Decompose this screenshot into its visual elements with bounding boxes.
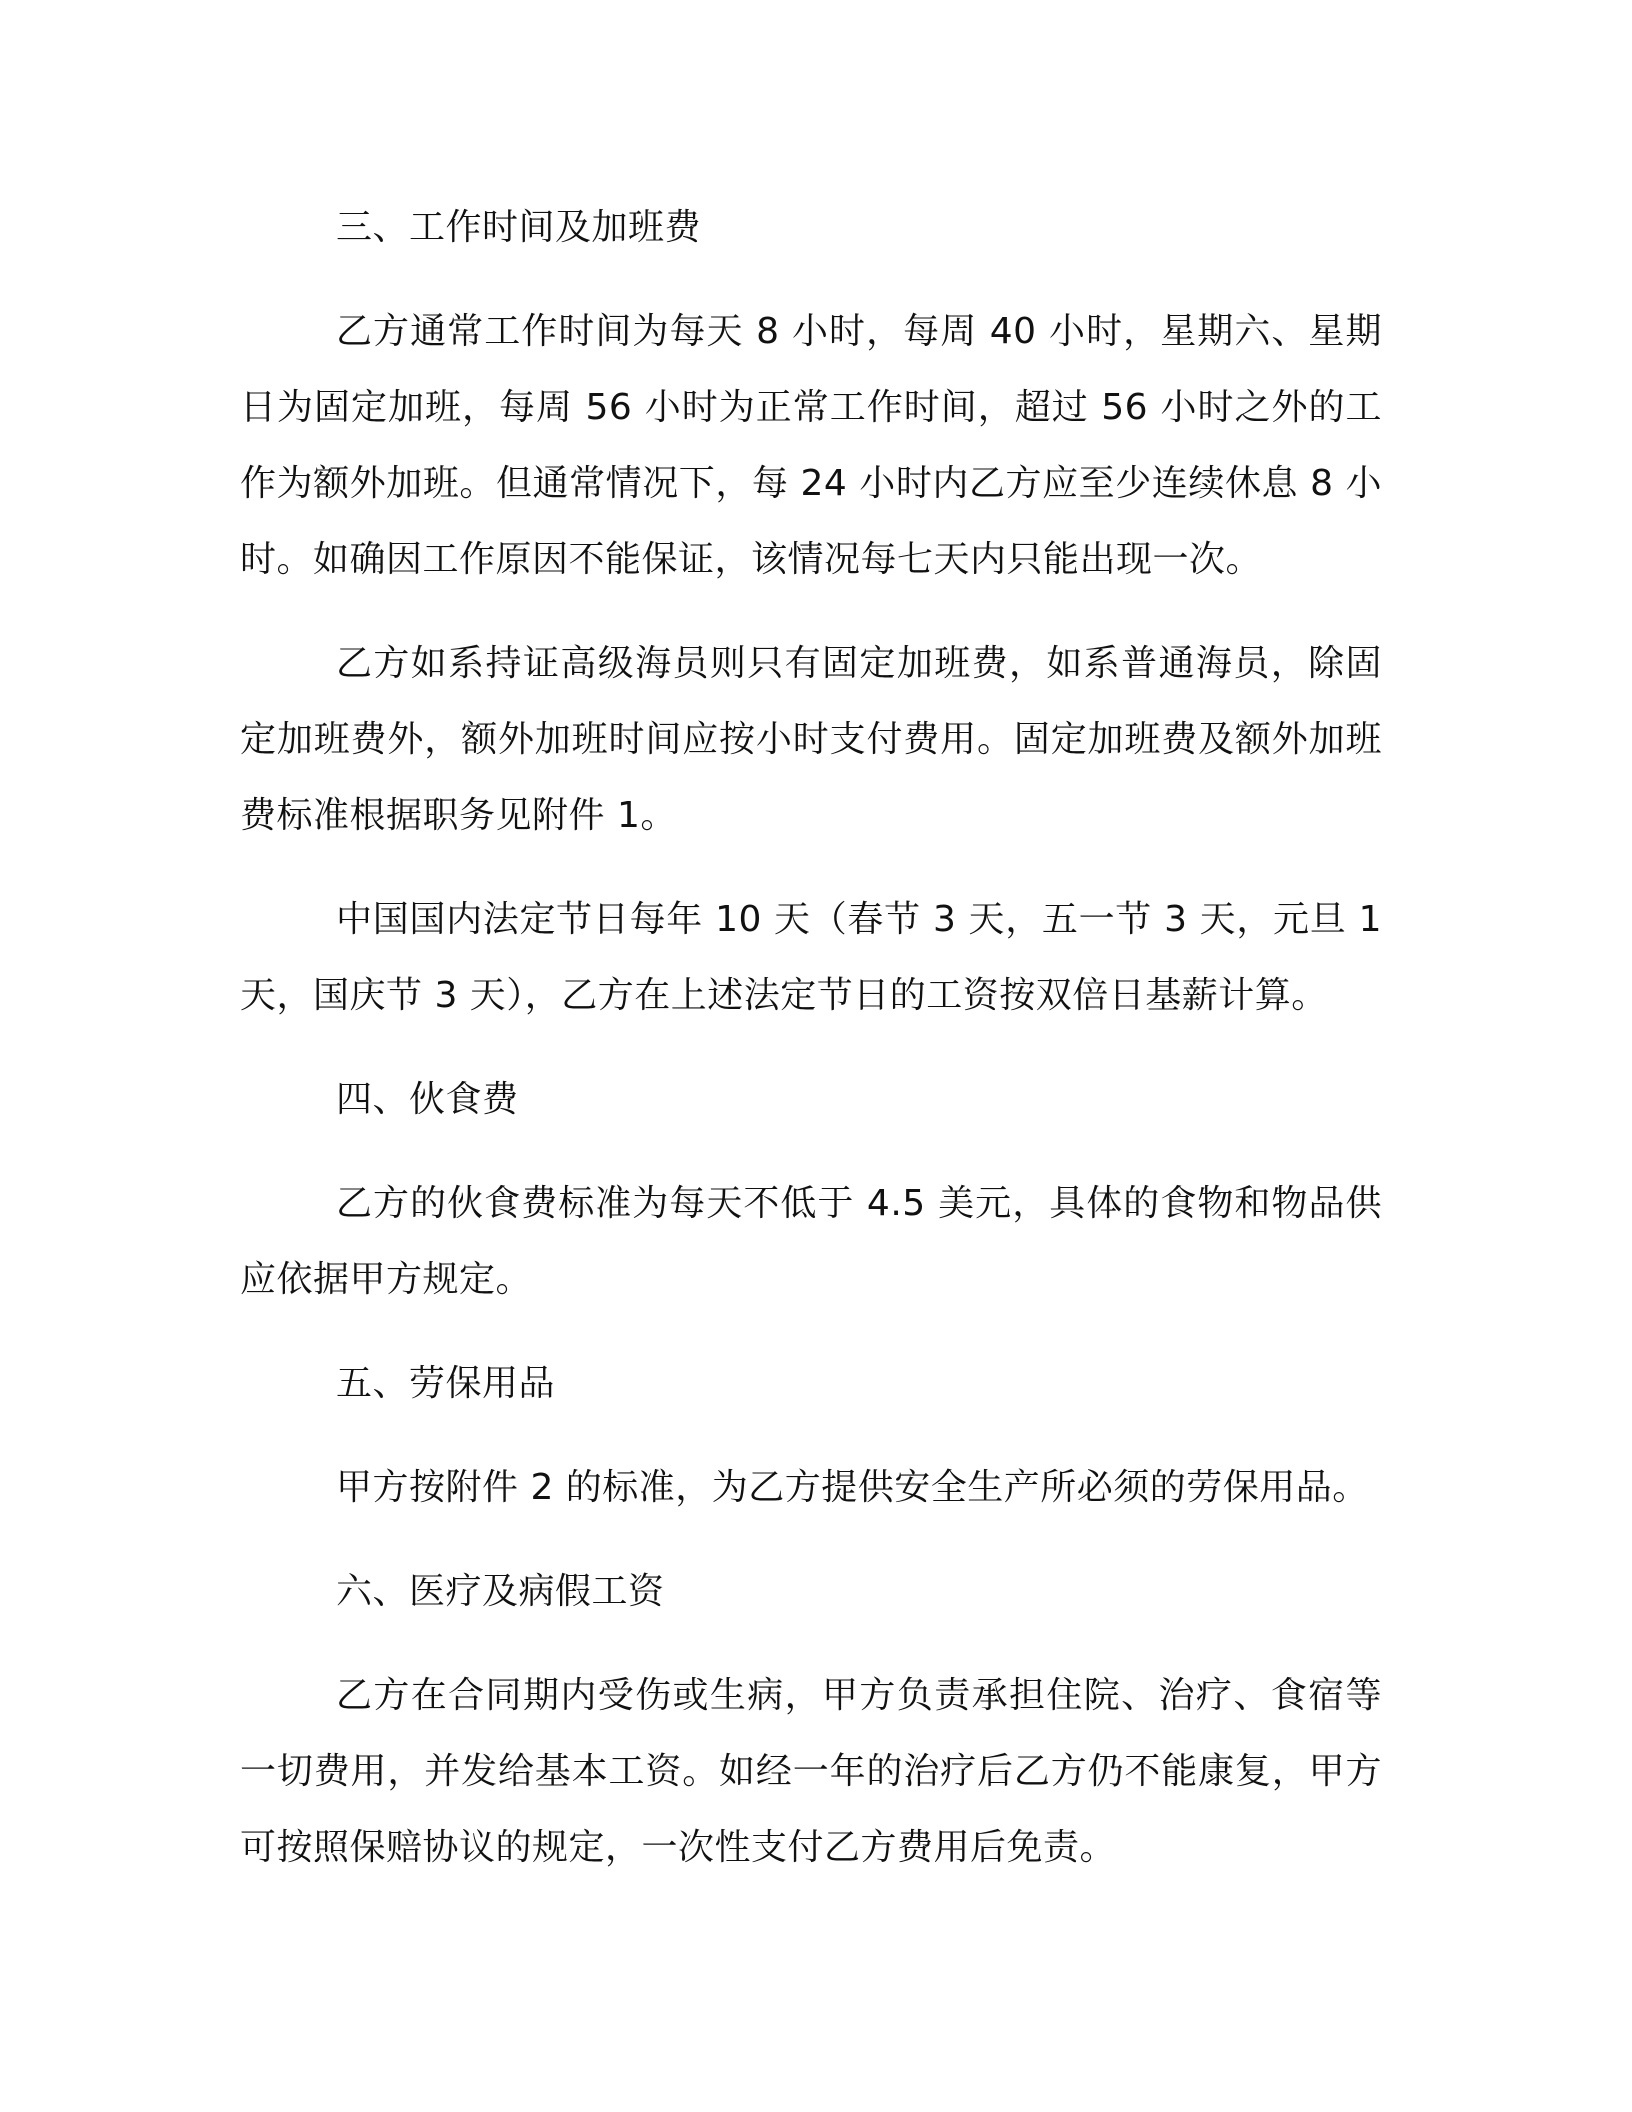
paragraph-meal-allowance: 乙方的伙食费标准为每天不低于 4.5 美元，具体的食物和物品供应依据甲方规定。 bbox=[240, 1183, 1382, 1300]
paragraph-working-hours: 乙方通常工作时间为每天 8 小时，每周 40 小时，星期六、星期日为固定加班，每周 56 小时为正常工作时间，超过 56 小时之外的工作为额外加班。但通常情况下，每 24 小时内乙方应至少连续休息 8 小时。如确因工作原因不能保证，该情况每七天内只能出现一次。 bbox=[240, 311, 1382, 580]
paragraph-protective-equipment: 甲方按附件 2 的标准，为乙方提供安全生产所必须的劳保用品。 bbox=[336, 1467, 1369, 1508]
section-heading-4: 四、伙食费 bbox=[336, 1079, 519, 1120]
section-heading-6: 六、医疗及病假工资 bbox=[336, 1571, 665, 1612]
paragraph-overtime-pay: 乙方如系持证高级海员则只有固定加班费，如系普通海员，除固定加班费外，额外加班时间应按小时支付费用。固定加班费及额外加班费标准根据职务见附件 1。 bbox=[240, 643, 1382, 836]
section-heading-5: 五、劳保用品 bbox=[336, 1363, 556, 1404]
document-body bbox=[240, 190, 1382, 1914]
paragraph-medical-sick-pay: 乙方在合同期内受伤或生病，甲方负责承担住院、治疗、食宿等一切费用，并发给基本工资。如经一年的治疗后乙方仍不能康复，甲方可按照保赔协议的规定，一次性支付乙方费用后免责。 bbox=[240, 1675, 1382, 1868]
section-heading-3: 三、工作时间及加班费 bbox=[336, 207, 702, 248]
paragraph-statutory-holidays: 中国国内法定节日每年 10 天（春节 3 天，五一节 3 天，元旦 1 天，国庆节 3 天），乙方在上述法定节日的工资按双倍日基薪计算。 bbox=[240, 899, 1382, 1016]
